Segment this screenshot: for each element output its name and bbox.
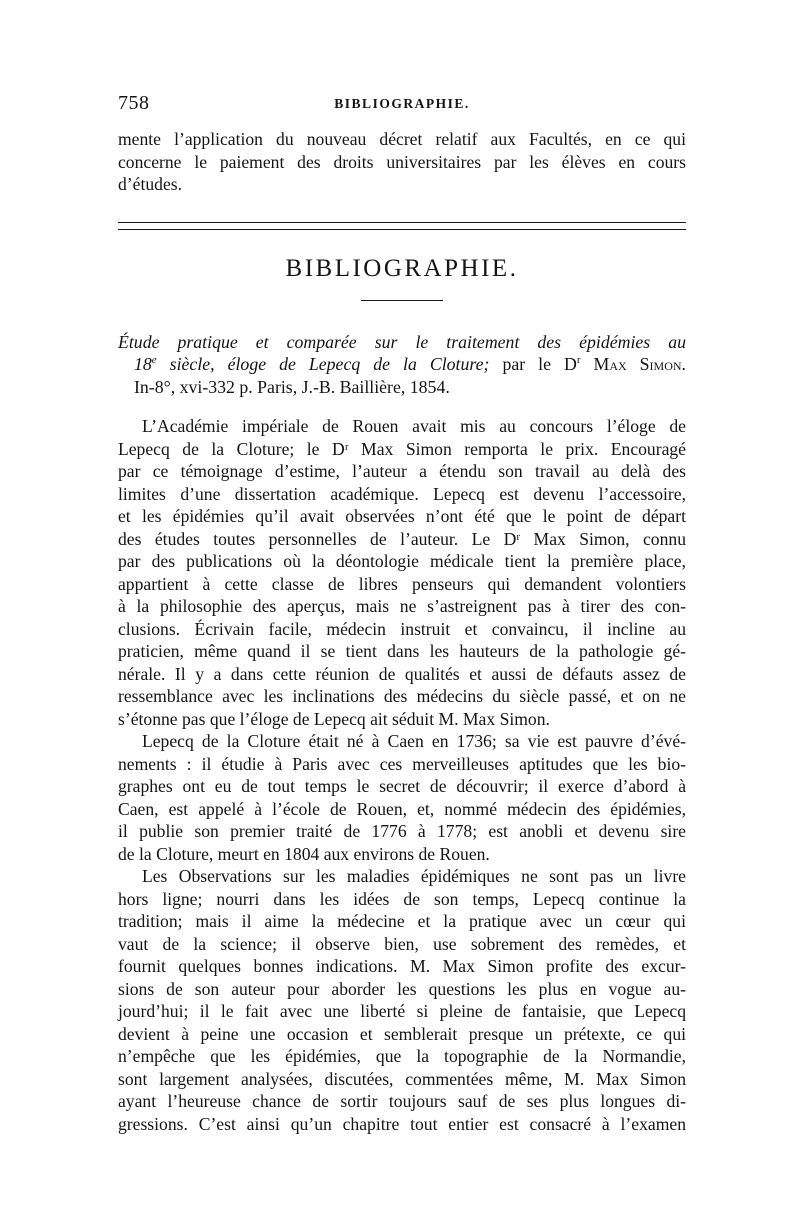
text-line: appartient à cette classe de libres penseurs qui demandent volontiers [118,573,686,594]
text-line: par ce témoignage d’estime, l’auteur a étendu son travail au delà des [118,461,686,481]
text-line: à la philosophie des aperçus, mais ne s’astreignent pas à tirer des con- [118,596,686,616]
text-line: ressemblance avec les inclinations des médecins du siècle passé, et on ne [118,686,686,706]
text-line: des études toutes personnelles de l’auteur. Le Dʳ Max Simon, connu [118,528,686,549]
text-line: nérale. Il y a dans cette réunion de qualités et aussi de défauts assez de [118,663,686,684]
text-line: mente l’application du nouveau décret relatif aux Facultés, en ce qui [118,129,686,149]
text-line: sions de son auteur pour aborder les questions les plus en vogue au- [118,978,686,999]
text-line: il publie son premier traité de 1776 à 1778; est anobli et devenu sire [118,821,686,841]
review-body [118,415,686,1135]
text-line: Caen, est appelé à l’école de Rouen, et, nommé médecin des épidémies, [118,798,686,819]
ordinal-suffix: e [151,354,157,367]
text-line: limites d’une dissertation académique. Lepecq est devenu l’accessoire, [118,483,686,504]
citation-line-2 [118,353,686,376]
citation-title-cont [134,354,489,374]
citation-line-1 [118,331,686,354]
text-line: nements : il étudie à Paris avec ces merveilleuses aptitudes que les bio- [118,753,686,774]
text-line: Lepecq de la Cloture était né à Caen en 1736; sa vie est pauvre d’évé- [142,731,686,751]
paragraph-3 [118,865,686,1135]
text-line: par des publications où la déontologie médicale tient la première place, [118,551,686,571]
citation-title: Étude pratique et comparée sur le traitement des épidémies au [118,331,686,352]
text-line: s’étonne pas que l’éloge de Lepecq ait séduit M. Max Simon. [118,708,550,729]
paragraph-2 [118,730,686,865]
text-line: vaut de la science; il observe bien, use sobrement des remèdes, et [118,933,686,954]
text-line: ayant l’heureuse chance de sortir toujours sauf de ses plus longues di- [118,1091,686,1111]
running-head [118,92,686,126]
text-line: tradition; mais il aime la médecine et la pratique avec un cœur qui [118,911,686,931]
citation-author: Max Simon. [580,354,686,374]
double-rule-divider [118,222,686,230]
text-line: concerne le paiement des droits universitaires par les élèves en cours [118,151,686,172]
text-line: n’empêche que les épidémies, que la topographie de la Normandie, [118,1046,686,1066]
page-number: 758 [118,92,150,114]
text-line: Les Observations sur les maladies épidémiques ne sont pas un livre [142,866,686,886]
bibliographic-citation [118,331,686,399]
text-line: L’Académie impériale de Rouen avait mis au concours l’éloge de [142,416,686,436]
century-number: 18 [134,354,152,374]
running-title: BIBLIOGRAPHIE. [334,96,470,111]
text-line: et les épidémies qu’il avait observées n’ont été que le point de départ [118,506,686,526]
book-page [118,92,686,1135]
paragraph-1 [118,415,686,730]
citation-by: par le D [489,354,577,374]
section-title: BIBLIOGRAPHIE. [285,254,519,282]
text-line: devient à peine une occasion et semblerait presque un prétexte, ce qui [118,1023,686,1044]
text-line: fournit quelques bonnes indications. M. Max Simon profite des excur- [118,956,686,976]
carryover-paragraph [118,128,686,196]
citation-title-rest: siècle, éloge de Lepecq de la Cloture; [156,354,490,374]
text-line: gressions. C’est ainsi qu’un chapitre tout entier est consacré à l’examen [118,1113,686,1134]
short-rule-divider [361,300,443,301]
text-line: hors ligne; nourri dans les idées de son temps, Lepecq continue la [118,888,686,909]
text-line: d’études. [118,174,183,194]
text-line: de la Cloture, meurt en 1804 aux environs de Rouen. [118,843,490,864]
text-line: clusions. Écrivain facile, médecin instruit et convaincu, il incline au [118,618,686,639]
doctor-suffix: r [576,354,581,367]
citation-line-3: In-8°, xvi-332 p. Paris, J.-B. Baillière, 1854. [134,376,450,397]
text-line: jourd’hui; il le fait avec une liberté si pleine de fantaisie, que Lepecq [118,1001,686,1021]
text-line: sont largement analysées, discutées, commentées même, M. Max Simon [118,1068,686,1089]
text-line: Lepecq de la Cloture; le Dʳ Max Simon remporta le prix. Encouragé [118,438,686,459]
text-line: praticien, même quand il se tient dans les hauteurs de la pathologie gé- [118,641,686,661]
text-line: graphes ont eu de tout temps le secret de découvrir; il exerce d’abord à [118,776,686,796]
